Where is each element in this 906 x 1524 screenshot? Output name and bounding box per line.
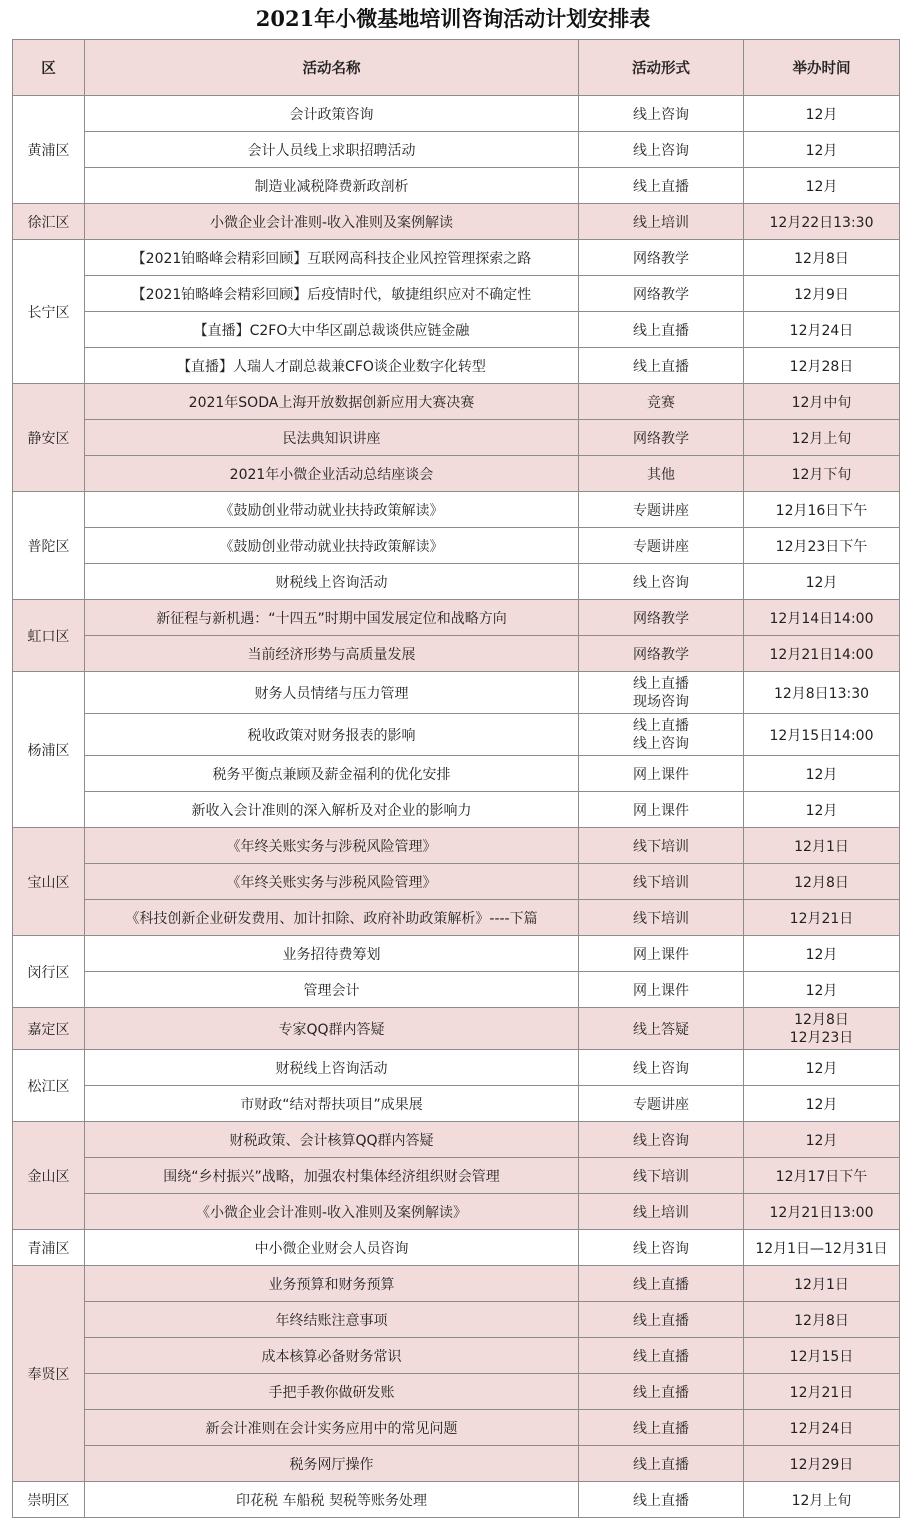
table-row [13, 1086, 900, 1122]
activity-form-cell: 线上培训 [579, 204, 744, 240]
activity-time-cell: 12月15日14:00 [744, 714, 900, 756]
activity-time-cell: 12月上旬 [744, 1482, 900, 1518]
activity-form-cell: 线上咨询 [579, 96, 744, 132]
activity-name-cell: 会计人员线上求职招聘活动 [85, 132, 579, 168]
activity-form-cell: 线上咨询 [579, 1050, 744, 1086]
activity-form-cell: 专题讲座 [579, 492, 744, 528]
activity-name-cell: 财税政策、会计核算QQ群内答疑 [85, 1122, 579, 1158]
district-cell: 青浦区 [13, 1230, 85, 1266]
table-row [13, 828, 900, 864]
header-activity-time: 举办时间 [744, 40, 900, 96]
activity-time-line: 12月23日 [789, 1029, 854, 1046]
activity-time-cell: 12月9日 [744, 276, 900, 312]
table-row [13, 96, 900, 132]
activity-form-cell: 线上直播 [579, 1302, 744, 1338]
activity-time-cell: 12月1日 [744, 828, 900, 864]
activity-form-cell: 线上咨询 [579, 1122, 744, 1158]
activity-time-cell: 12月 [744, 792, 900, 828]
activity-name-cell: 手把手教你做研发账 [85, 1374, 579, 1410]
activity-form-cell: 网上课件 [579, 972, 744, 1008]
activity-time-line: 12月8日 [794, 1011, 849, 1028]
activity-time-cell: 12月24日 [744, 1410, 900, 1446]
activity-form-cell: 网上课件 [579, 792, 744, 828]
activity-time-cell: 12月8日13:30 [744, 672, 900, 714]
activity-time-cell: 12月1日—12月31日 [744, 1230, 900, 1266]
activity-form-cell: 专题讲座 [579, 1086, 744, 1122]
district-cell: 杨浦区 [13, 672, 85, 828]
district-cell: 虹口区 [13, 600, 85, 672]
activity-name-cell: 小微企业会计准则-收入准则及案例解读 [85, 204, 579, 240]
activity-form-cell: 线上直播 [579, 348, 744, 384]
activity-name-cell: 《年终关账实务与涉税风险管理》 [85, 864, 579, 900]
activity-form-cell: 网络教学 [579, 636, 744, 672]
district-cell: 嘉定区 [13, 1008, 85, 1050]
table-row [13, 1266, 900, 1302]
activity-form-cell: 线上直播 [579, 1266, 744, 1302]
table-row [13, 1482, 900, 1518]
schedule-body [13, 96, 900, 1518]
activity-name-cell: 2021年小微企业活动总结座谈会 [85, 456, 579, 492]
activity-time-cell: 12月上旬 [744, 420, 900, 456]
activity-time-cell: 12月23日下午 [744, 528, 900, 564]
activity-name-cell: 【2021铂略峰会精彩回顾】互联网高科技企业风控管理探索之路 [85, 240, 579, 276]
table-row [13, 1194, 900, 1230]
table-row [13, 384, 900, 420]
activity-form-line: 线上直播 [633, 717, 689, 734]
schedule-table [12, 39, 900, 1518]
activity-name-cell: 业务招待费筹划 [85, 936, 579, 972]
table-row [13, 600, 900, 636]
activity-form-cell [579, 714, 744, 756]
activity-time-cell: 12月22日13:30 [744, 204, 900, 240]
table-row [13, 1050, 900, 1086]
district-cell: 松江区 [13, 1050, 85, 1122]
activity-form-cell: 线上咨询 [579, 564, 744, 600]
activity-time-cell: 12月 [744, 972, 900, 1008]
activity-time-cell: 12月 [744, 168, 900, 204]
activity-form-cell: 线上直播 [579, 1374, 744, 1410]
activity-time-cell: 12月下旬 [744, 456, 900, 492]
activity-time-cell: 12月 [744, 132, 900, 168]
table-row [13, 456, 900, 492]
activity-name-cell: 税收政策对财务报表的影响 [85, 714, 579, 756]
activity-form-cell: 网络教学 [579, 240, 744, 276]
activity-name-cell: 财务人员情绪与压力管理 [85, 672, 579, 714]
district-cell: 黄浦区 [13, 96, 85, 204]
activity-time-cell: 12月17日下午 [744, 1158, 900, 1194]
table-row [13, 492, 900, 528]
activity-name-cell: 民法典知识讲座 [85, 420, 579, 456]
activity-form-cell: 网络教学 [579, 600, 744, 636]
activity-name-cell: 专家QQ群内答疑 [85, 1008, 579, 1050]
activity-time-cell: 12月 [744, 1122, 900, 1158]
table-row [13, 1446, 900, 1482]
activity-name-cell: 年终结账注意事项 [85, 1302, 579, 1338]
table-row [13, 168, 900, 204]
activity-form-cell: 线下培训 [579, 828, 744, 864]
activity-name-cell: 《鼓励创业带动就业扶持政策解读》 [85, 492, 579, 528]
table-row [13, 972, 900, 1008]
page-title: 2021年小微基地培训咨询活动计划安排表 [255, 6, 651, 31]
activity-time-cell: 12月15日 [744, 1338, 900, 1374]
activity-time-cell: 12月28日 [744, 348, 900, 384]
activity-form-cell: 线上直播 [579, 312, 744, 348]
table-row [13, 1008, 900, 1050]
activity-form-line: 线上直播 [633, 675, 689, 692]
activity-name-cell: 财税线上咨询活动 [85, 564, 579, 600]
header-activity-form: 活动形式 [579, 40, 744, 96]
activity-form-cell: 线上咨询 [579, 132, 744, 168]
table-row [13, 420, 900, 456]
activity-name-cell: 【直播】C2FO大中华区副总裁谈供应链金融 [85, 312, 579, 348]
activity-time-cell: 12月21日 [744, 900, 900, 936]
activity-name-cell: 《鼓励创业带动就业扶持政策解读》 [85, 528, 579, 564]
activity-time-cell: 12月 [744, 936, 900, 972]
activity-form-cell: 网络教学 [579, 420, 744, 456]
activity-form-cell: 线下培训 [579, 1158, 744, 1194]
activity-time-cell: 12月 [744, 564, 900, 600]
activity-name-cell: 印花税 车船税 契税等账务处理 [85, 1482, 579, 1518]
table-row [13, 348, 900, 384]
table-row [13, 636, 900, 672]
table-row [13, 1158, 900, 1194]
table-row [13, 564, 900, 600]
table-row [13, 1230, 900, 1266]
activity-time-cell: 12月1日 [744, 1266, 900, 1302]
activity-name-cell: 新征程与新机遇：“十四五”时期中国发展定位和战略方向 [85, 600, 579, 636]
activity-form-cell: 线下培训 [579, 900, 744, 936]
activity-name-cell: 围绕“乡村振兴”战略，加强农村集体经济组织财会管理 [85, 1158, 579, 1194]
activity-time-cell: 12月14日14:00 [744, 600, 900, 636]
activity-name-cell: 《科技创新企业研发费用、加计扣除、政府补助政策解析》----下篇 [85, 900, 579, 936]
activity-time-cell: 12月16日下午 [744, 492, 900, 528]
activity-time-cell: 12月8日 [744, 240, 900, 276]
district-cell: 奉贤区 [13, 1266, 85, 1482]
table-row [13, 528, 900, 564]
table-row [13, 1122, 900, 1158]
activity-name-cell: 税务网厅操作 [85, 1446, 579, 1482]
header-row [13, 40, 900, 96]
activity-form-cell: 线上直播 [579, 1338, 744, 1374]
district-cell: 普陀区 [13, 492, 85, 600]
activity-form-cell: 线上答疑 [579, 1008, 744, 1050]
activity-name-cell: 《小微企业会计准则-收入准则及案例解读》 [85, 1194, 579, 1230]
table-row [13, 756, 900, 792]
activity-form-cell: 线上直播 [579, 1410, 744, 1446]
table-row [13, 900, 900, 936]
activity-time-cell: 12月 [744, 756, 900, 792]
table-row [13, 1374, 900, 1410]
activity-time-cell: 12月29日 [744, 1446, 900, 1482]
activity-name-cell: 《年终关账实务与涉税风险管理》 [85, 828, 579, 864]
activity-name-cell: 会计政策咨询 [85, 96, 579, 132]
table-row [13, 1302, 900, 1338]
district-cell: 闵行区 [13, 936, 85, 1008]
activity-form-cell [579, 672, 744, 714]
district-cell: 长宁区 [13, 240, 85, 384]
activity-name-cell: 管理会计 [85, 972, 579, 1008]
activity-form-cell: 线上直播 [579, 1446, 744, 1482]
activity-name-cell: 财税线上咨询活动 [85, 1050, 579, 1086]
table-row [13, 312, 900, 348]
table-row [13, 204, 900, 240]
activity-form-cell: 线上直播 [579, 168, 744, 204]
activity-name-cell: 成本核算必备财务常识 [85, 1338, 579, 1374]
activity-name-cell: 市财政“结对帮扶项目”成果展 [85, 1086, 579, 1122]
activity-time-cell: 12月 [744, 1086, 900, 1122]
activity-name-cell: 新收入会计准则的深入解析及对企业的影响力 [85, 792, 579, 828]
activity-time-cell: 12月21日14:00 [744, 636, 900, 672]
header-activity-name: 活动名称 [85, 40, 579, 96]
activity-time-cell: 12月21日13:00 [744, 1194, 900, 1230]
table-row [13, 936, 900, 972]
table-row [13, 1338, 900, 1374]
district-cell: 宝山区 [13, 828, 85, 936]
activity-form-cell: 专题讲座 [579, 528, 744, 564]
activity-name-cell: 新会计准则在会计实务应用中的常见问题 [85, 1410, 579, 1446]
table-row [13, 714, 900, 756]
activity-form-line: 线上咨询 [633, 735, 689, 752]
district-cell: 金山区 [13, 1122, 85, 1230]
activity-time-cell: 12月24日 [744, 312, 900, 348]
table-row [13, 672, 900, 714]
table-row [13, 132, 900, 168]
table-row [13, 276, 900, 312]
activity-name-cell: 【2021铂略峰会精彩回顾】后疫情时代，敏捷组织应对不确定性 [85, 276, 579, 312]
activity-form-cell: 线上直播 [579, 1482, 744, 1518]
activity-name-cell: 2021年SODA上海开放数据创新应用大赛决赛 [85, 384, 579, 420]
table-row [13, 864, 900, 900]
activity-form-cell: 线下培训 [579, 864, 744, 900]
activity-time-cell: 12月 [744, 1050, 900, 1086]
activity-time-cell: 12月8日 [744, 864, 900, 900]
activity-time-cell: 12月8日 [744, 1302, 900, 1338]
activity-name-cell: 【直播】人瑞人才副总裁兼CFO谈企业数字化转型 [85, 348, 579, 384]
district-cell: 静安区 [13, 384, 85, 492]
activity-time-cell: 12月中旬 [744, 384, 900, 420]
activity-name-cell: 制造业减税降费新政剖析 [85, 168, 579, 204]
activity-form-line: 现场咨询 [633, 693, 689, 710]
table-row [13, 1410, 900, 1446]
activity-name-cell: 中小微企业财会人员咨询 [85, 1230, 579, 1266]
district-cell: 徐汇区 [13, 204, 85, 240]
activity-form-cell: 网上课件 [579, 936, 744, 972]
activity-time-cell [744, 1008, 900, 1050]
activity-name-cell: 业务预算和财务预算 [85, 1266, 579, 1302]
activity-form-cell: 线上培训 [579, 1194, 744, 1230]
activity-form-cell: 线上咨询 [579, 1230, 744, 1266]
activity-name-cell: 当前经济形势与高质量发展 [85, 636, 579, 672]
activity-form-cell: 其他 [579, 456, 744, 492]
table-row [13, 792, 900, 828]
activity-time-cell: 12月 [744, 96, 900, 132]
district-cell: 崇明区 [13, 1482, 85, 1518]
activity-name-cell: 税务平衡点兼顾及薪金福利的优化安排 [85, 756, 579, 792]
activity-form-cell: 网上课件 [579, 756, 744, 792]
header-district: 区 [13, 40, 85, 96]
activity-form-cell: 竞赛 [579, 384, 744, 420]
activity-form-cell: 网络教学 [579, 276, 744, 312]
activity-time-cell: 12月21日 [744, 1374, 900, 1410]
table-row [13, 240, 900, 276]
